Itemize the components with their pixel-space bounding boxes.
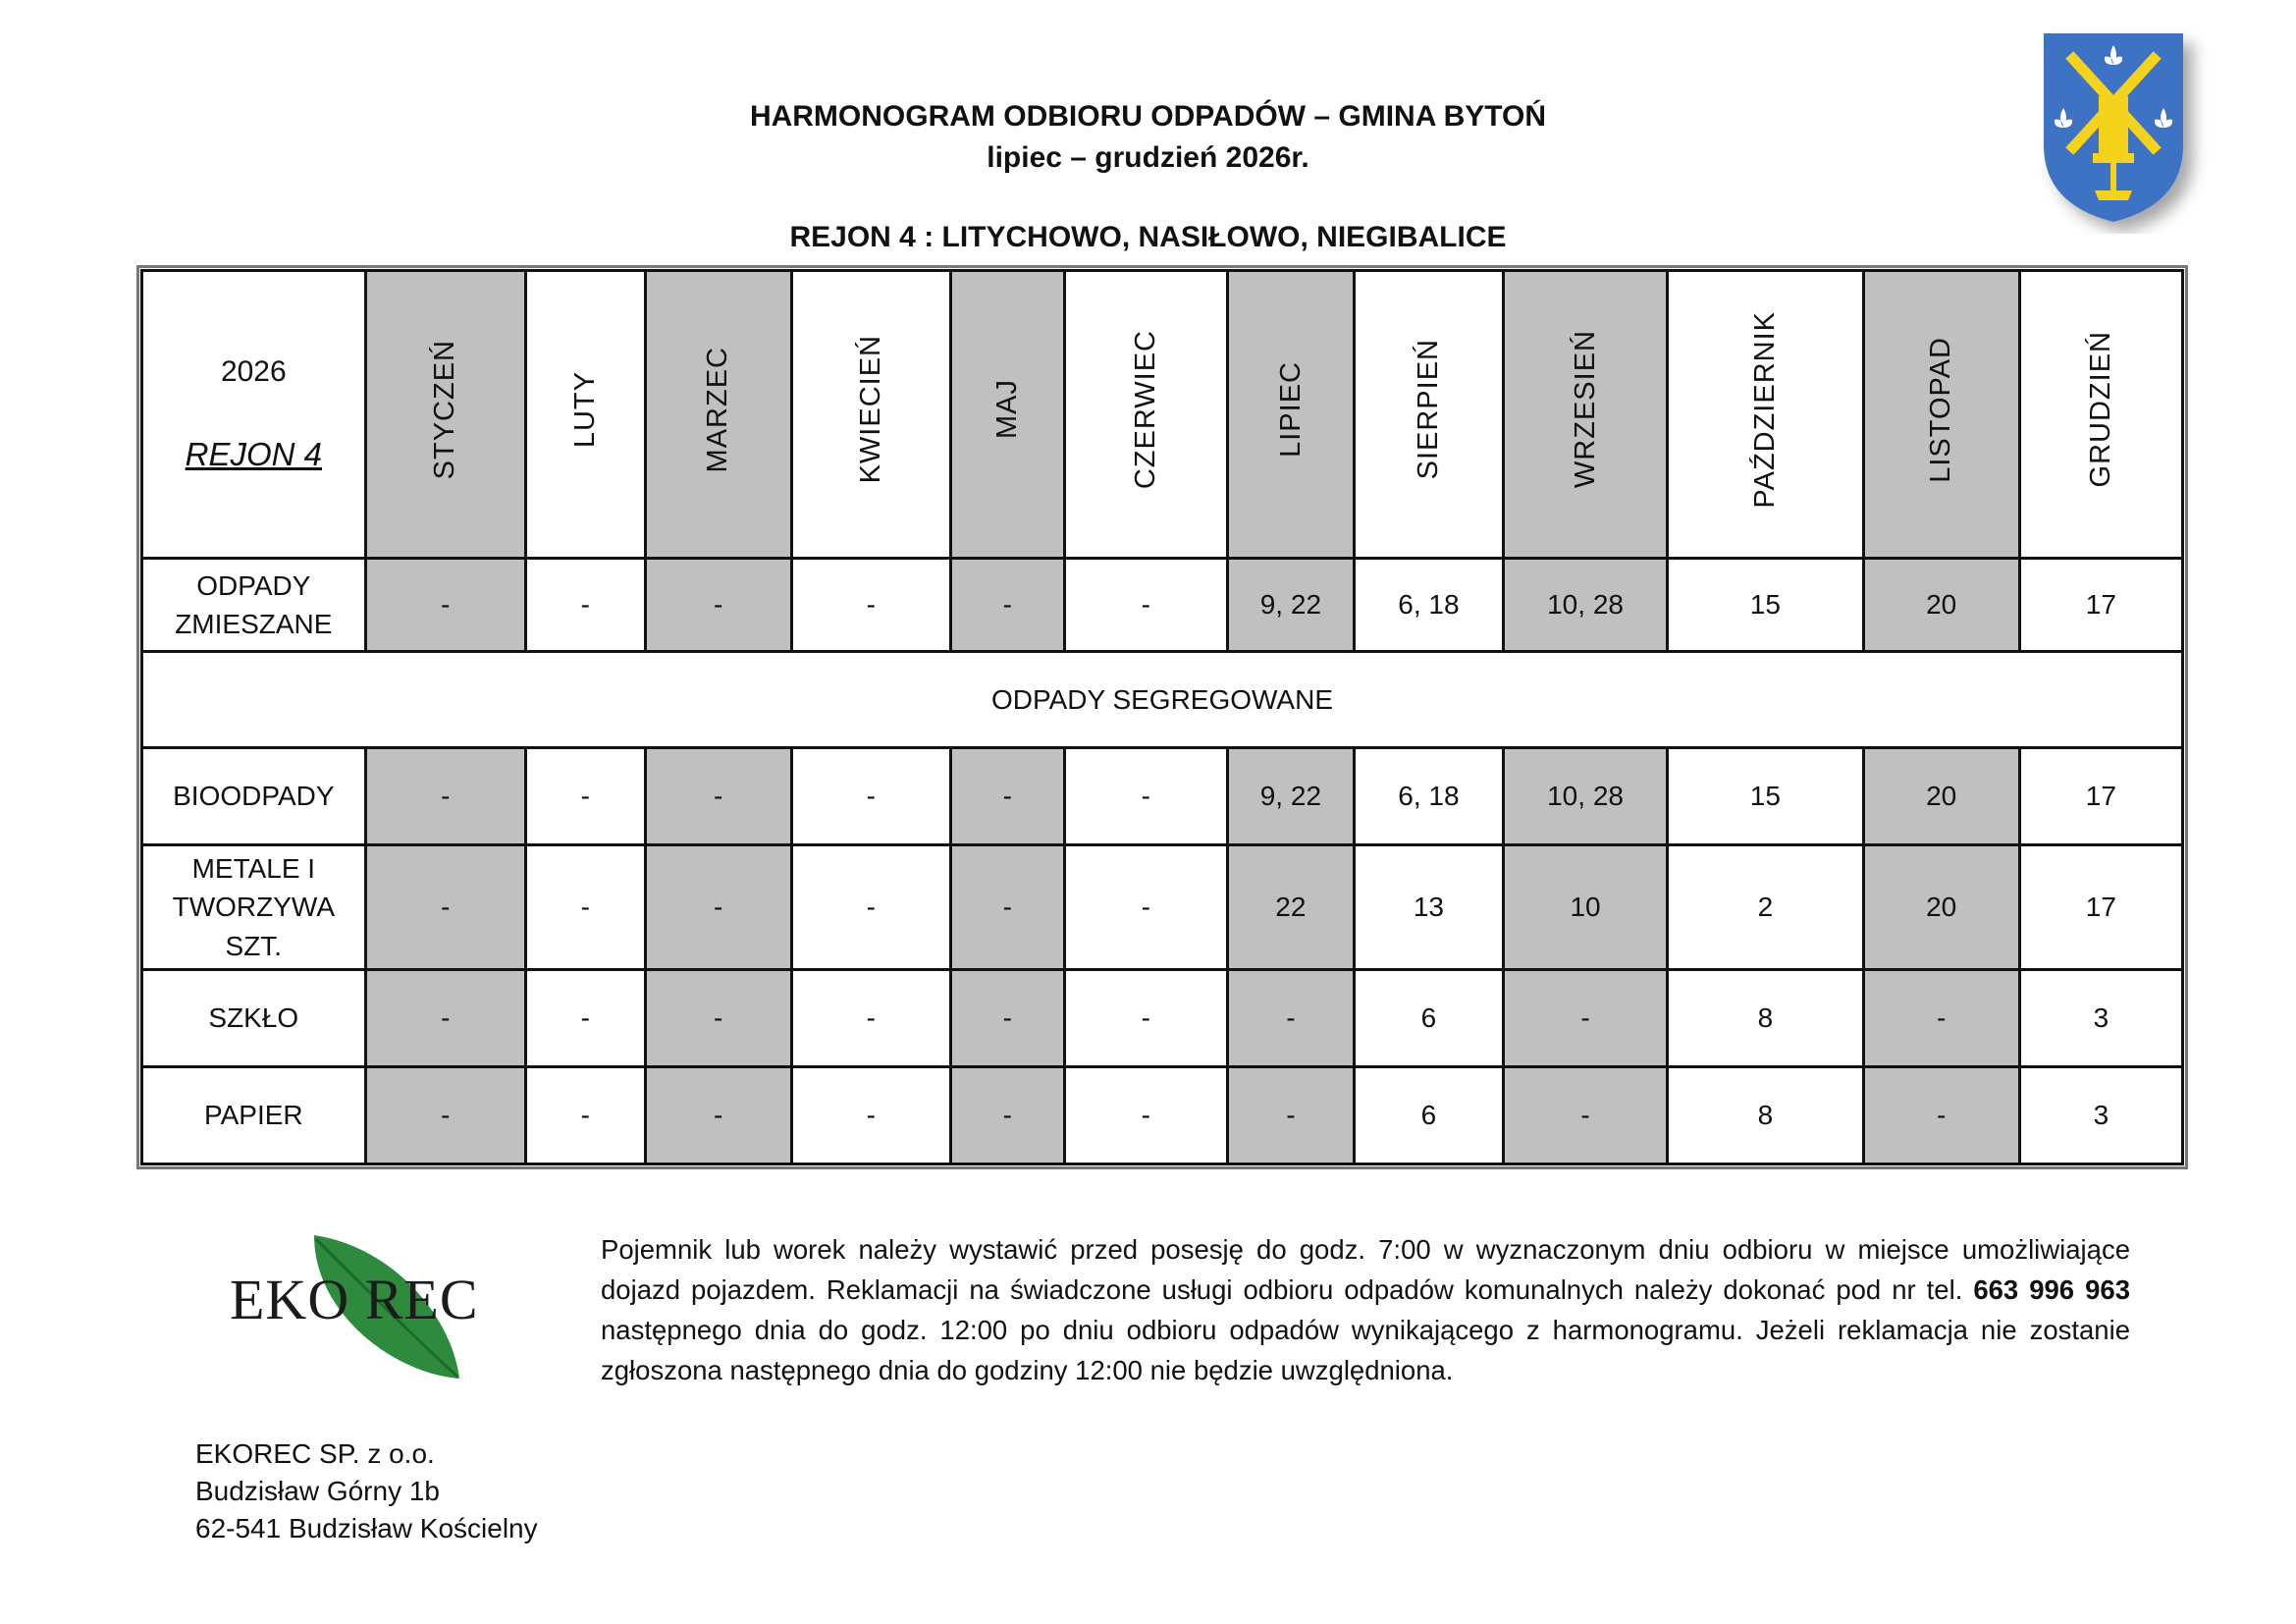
month-header-cell xyxy=(525,271,645,559)
schedule-cell: - xyxy=(525,559,645,652)
notice-text-part1: Pojemnik lub worek należy wystawić przed posesję do godz. 7:00 w wyznaczonym dniu odbioru w miejsce umożliwiające dojazd pojazdem. Reklamacji na świadczone usługi odbioru odpadów komunalnych należy dokonać pod nr tel. xyxy=(601,1234,2130,1305)
month-label: SIERPIEŃ xyxy=(1413,339,1445,480)
address-street: Budzisław Górny 1b xyxy=(195,1476,441,1506)
schedule-cell: - xyxy=(791,970,950,1067)
schedule-cell: 6 xyxy=(1354,970,1503,1067)
metals-plastics-row xyxy=(142,845,2183,970)
schedule-cell: 2 xyxy=(1668,845,1863,970)
schedule-cell: 20 xyxy=(1863,748,2019,845)
schedule-cell: 10 xyxy=(1503,845,1667,970)
month-label: MARZEC xyxy=(702,346,734,473)
paper-row xyxy=(142,1067,2183,1164)
schedule-year: 2026 xyxy=(220,354,287,388)
collection-notice xyxy=(601,1229,2130,1390)
schedule-cell: - xyxy=(1064,845,1227,970)
schedule-cell: - xyxy=(365,1067,525,1164)
schedule-cell: - xyxy=(1064,1067,1227,1164)
month-header-cell xyxy=(791,271,950,559)
region-label: REJON 4 xyxy=(185,435,322,472)
month-label: GRUDZIEŃ xyxy=(2085,331,2117,488)
schedule-cell: - xyxy=(791,1067,950,1164)
schedule-cell: - xyxy=(791,748,950,845)
glass-row xyxy=(142,970,2183,1067)
schedule-cell: 10, 28 xyxy=(1503,748,1667,845)
row-label: ODPADY ZMIESZANE xyxy=(142,559,366,652)
schedule-cell: - xyxy=(950,1067,1064,1164)
month-label: MAJ xyxy=(991,379,1024,440)
months-header-row xyxy=(142,271,2183,559)
notice-text-part2: następnego dnia do godz. 12:00 po dniu odbioru odpadów wynikającego z harmonogramu. Jeżeli reklamacja nie zostanie zgłoszona następnego dnia do godziny 12:00 nie będzie uwzględniona. xyxy=(601,1315,2130,1385)
schedule-cell: 17 xyxy=(2019,559,2182,652)
month-label: STYCZEŃ xyxy=(429,339,461,480)
schedule-cell: - xyxy=(365,845,525,970)
schedule-cell: - xyxy=(1503,970,1667,1067)
month-header-cell xyxy=(1227,271,1354,559)
month-header-cell xyxy=(1503,271,1667,559)
address-city: 62-541 Budzisław Kościelny xyxy=(195,1513,538,1543)
schedule-cell: 13 xyxy=(1354,845,1503,970)
row-label: BIOODPADY xyxy=(142,748,366,845)
schedule-cell: 8 xyxy=(1668,1067,1863,1164)
header-corner-cell xyxy=(142,271,366,559)
schedule-cell: 17 xyxy=(2019,748,2182,845)
row-label: PAPIER xyxy=(142,1067,366,1164)
month-header-cell xyxy=(1668,271,1863,559)
schedule-cell: - xyxy=(791,845,950,970)
schedule-cell: 8 xyxy=(1668,970,1863,1067)
schedule-cell: 9, 22 xyxy=(1227,559,1354,652)
document-title: HARMONOGRAM ODBIORU ODPADÓW – GMINA BYTOŃ xyxy=(749,100,1547,133)
schedule-cell: - xyxy=(950,970,1064,1067)
schedule-cell: - xyxy=(1064,748,1227,845)
month-header-cell xyxy=(645,271,791,559)
month-label: LUTY xyxy=(568,370,601,448)
logo-wordmark: EKO REC xyxy=(230,1268,479,1331)
schedule-cell: 6, 18 xyxy=(1354,559,1503,652)
schedule-cell: - xyxy=(1863,1067,2019,1164)
company-address xyxy=(195,1435,538,1547)
month-header-cell xyxy=(365,271,525,559)
schedule-cell: - xyxy=(950,845,1064,970)
month-label: KWIECIEŃ xyxy=(855,335,887,484)
schedule-cell: - xyxy=(365,970,525,1067)
schedule-cell: 15 xyxy=(1668,559,1863,652)
schedule-cell: 10, 28 xyxy=(1503,559,1667,652)
month-label: PAŹDZIERNIK xyxy=(1749,310,1782,509)
schedule-cell: 6 xyxy=(1354,1067,1503,1164)
schedule-cell: - xyxy=(1064,559,1227,652)
month-header-cell xyxy=(950,271,1064,559)
schedule-cell: - xyxy=(525,1067,645,1164)
segregated-section-label: ODPADY SEGREGOWANE xyxy=(142,652,2183,748)
schedule-cell: - xyxy=(1227,1067,1354,1164)
schedule-cell: - xyxy=(525,970,645,1067)
schedule-cell: - xyxy=(365,559,525,652)
schedule-cell: - xyxy=(525,748,645,845)
schedule-cell: 17 xyxy=(2019,845,2182,970)
schedule-cell: 22 xyxy=(1227,845,1354,970)
schedule-cell: - xyxy=(645,559,791,652)
month-label: WRZESIEŃ xyxy=(1569,330,1601,489)
row-label: SZKŁO xyxy=(142,970,366,1067)
schedule-cell: - xyxy=(950,559,1064,652)
schedule-cell: 20 xyxy=(1863,845,2019,970)
schedule-cell: - xyxy=(1227,970,1354,1067)
waste-schedule-table xyxy=(140,269,2184,1165)
schedule-cell: - xyxy=(645,1067,791,1164)
schedule-cell: 15 xyxy=(1668,748,1863,845)
month-header-cell xyxy=(1354,271,1503,559)
segregated-section-row xyxy=(142,652,2183,748)
schedule-cell: - xyxy=(1503,1067,1667,1164)
month-header-cell xyxy=(1064,271,1227,559)
document-period: lipiec – grudzień 2026r. xyxy=(987,141,1309,174)
row-label: METALE I TWORZYWA SZT. xyxy=(142,845,366,970)
month-header-cell xyxy=(2019,271,2182,559)
schedule-cell: - xyxy=(645,845,791,970)
schedule-cell: - xyxy=(525,845,645,970)
schedule-cell: 3 xyxy=(2019,970,2182,1067)
month-header-cell xyxy=(1863,271,2019,559)
schedule-cell: - xyxy=(1064,970,1227,1067)
schedule-cell: - xyxy=(365,748,525,845)
schedule-cell: 20 xyxy=(1863,559,2019,652)
schedule-cell: 6, 18 xyxy=(1354,748,1503,845)
schedule-cell: - xyxy=(645,748,791,845)
schedule-cell: - xyxy=(950,748,1064,845)
company-name: EKOREC SP. z o.o. xyxy=(195,1438,435,1469)
schedule-cell: 9, 22 xyxy=(1227,748,1354,845)
month-label: CZERWIEC xyxy=(1130,329,1162,489)
month-label: LISTOPAD xyxy=(1925,336,1957,483)
complaint-phone: 663 996 963 xyxy=(1973,1274,2130,1305)
schedule-cell: - xyxy=(791,559,950,652)
biowaste-row xyxy=(142,748,2183,845)
schedule-cell: 3 xyxy=(2019,1067,2182,1164)
month-label: LIPIEC xyxy=(1274,360,1307,458)
mixed-waste-row xyxy=(142,559,2183,652)
ekorec-logo xyxy=(226,1227,520,1384)
schedule-cell: - xyxy=(645,970,791,1067)
schedule-cell: - xyxy=(1863,970,2019,1067)
region-heading: REJON 4 : LITYCHOWO, NASIŁOWO, NIEGIBALICE xyxy=(789,221,1507,253)
municipality-coat-of-arms xyxy=(2034,27,2211,234)
